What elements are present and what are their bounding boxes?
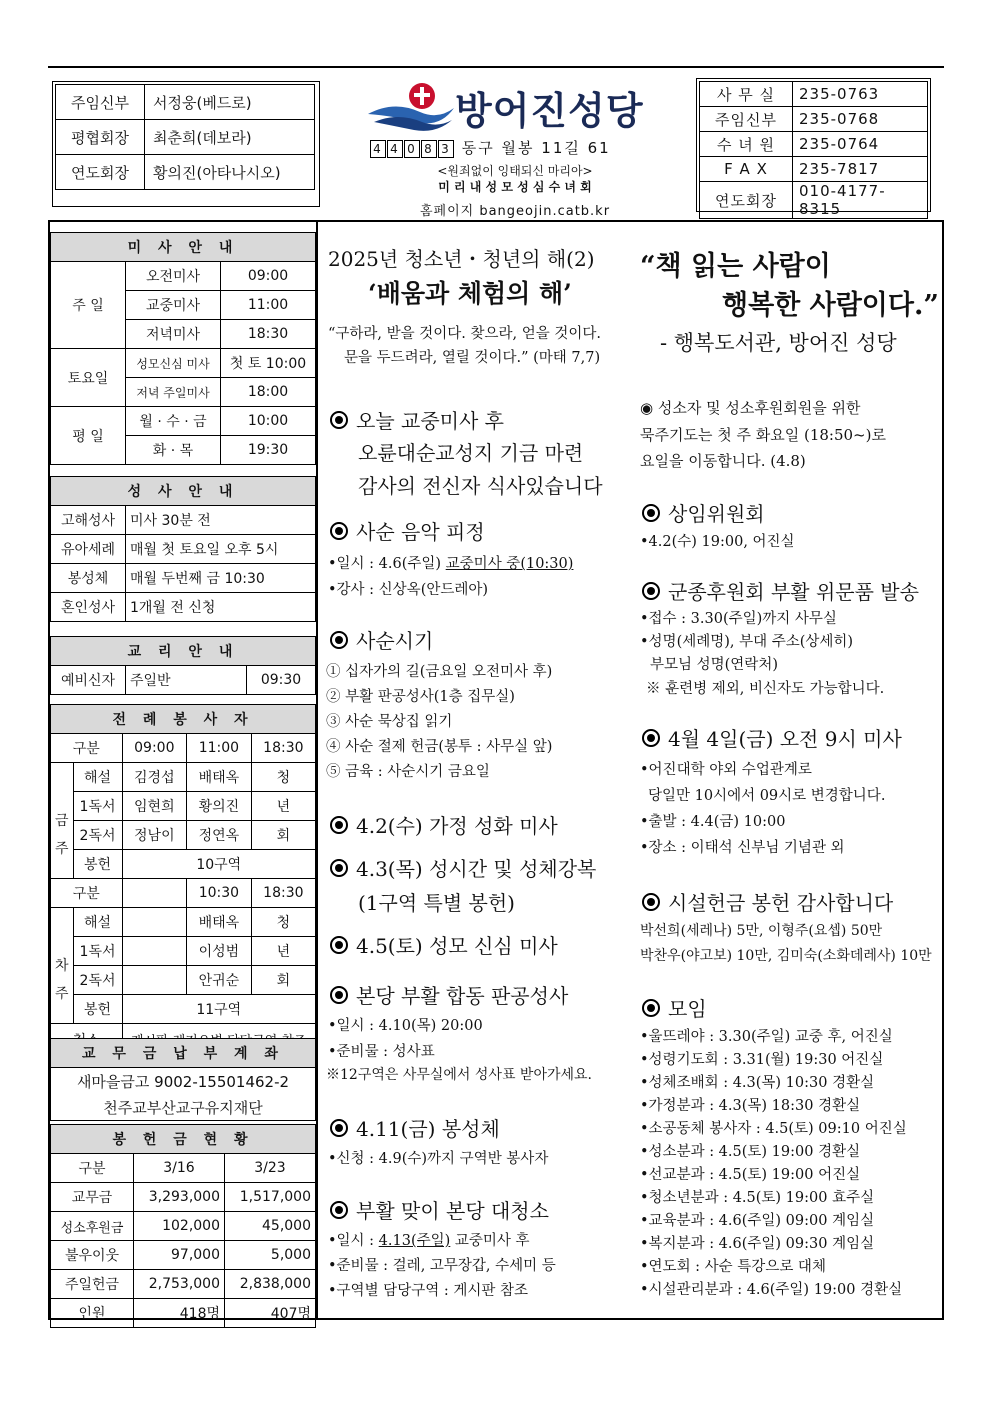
- mass-name: 저녁 주일미사: [126, 378, 221, 407]
- offering-cell: 45,000: [225, 1212, 316, 1241]
- notice-detail: •접수 : 3.30(주일)까지 사무실: [640, 611, 837, 627]
- contact-value: 235-0764: [793, 132, 928, 157]
- rosary-line: 묵주기도는 첫 주 화요일 (18:50~)로: [640, 426, 886, 444]
- staff-label: 평협회장: [56, 120, 145, 155]
- mass-time: 11:00: [221, 291, 316, 320]
- lent-item: ⑤ 금육 : 사순시기 금요일: [326, 764, 490, 780]
- contact-label: 연도회장: [700, 182, 793, 219]
- mass-name: 오전미사: [126, 262, 221, 291]
- server: 황의진: [187, 792, 252, 821]
- mass-title: 미 사 안 내: [51, 233, 316, 262]
- notice-detail: •성명(세례명), 부대 주소(상세히): [640, 634, 854, 650]
- lent-item: ④ 사순 절제 헌금(봉투 : 사무실 앞): [326, 739, 553, 755]
- notice-family-mass: [330, 810, 558, 839]
- offering-cell: 교무금: [51, 1183, 134, 1212]
- book-quote-line1: “책 읽는 사람이: [640, 251, 831, 282]
- side-char: 주: [55, 985, 69, 1002]
- notice-holy-hour: [330, 853, 596, 882]
- quote-line1: “구하라, 받을 것이다. 찾으라, 얻을 것이다.: [328, 326, 602, 342]
- offering-header: 구분: [51, 1154, 134, 1183]
- contact-value: 010-4177-8315: [793, 182, 928, 219]
- notice-communion: [330, 1113, 500, 1142]
- notice-detail: •4.2(수) 19:00, 어진실: [640, 534, 795, 550]
- offering-cell: 102,000: [134, 1212, 225, 1241]
- meeting-item: •시설관리분과 : 4.6(주일) 19:00 경환실: [640, 1282, 903, 1298]
- contact-value: 235-0763: [793, 82, 928, 107]
- notice-cleaning: [330, 1195, 549, 1224]
- notice-title: 본당 부활 합동 판공성사: [356, 984, 569, 1008]
- mass-table: [50, 232, 316, 465]
- meeting-item: •성령기도회 : 3.31(월) 19:30 어진실: [640, 1052, 884, 1068]
- meeting-item: •교육분과 : 4.6(주일) 09:00 계임실: [640, 1213, 875, 1229]
- bullet-icon: [330, 859, 348, 877]
- notice-text: (1구역 특별 봉헌): [358, 891, 515, 915]
- notice-detail: 박찬우(야고보) 10만, 김미숙(소화데레사) 10만: [640, 948, 932, 964]
- offering-cell: 1,517,000: [225, 1183, 316, 1212]
- homepage-link[interactable]: 홈페이지 bangeojin.catb.kr: [419, 204, 611, 219]
- doctrine-time: 09:30: [247, 666, 316, 695]
- offering-cell: 97,000: [134, 1241, 225, 1270]
- sacrament-label: 혼인성사: [51, 593, 126, 622]
- mass-name: 화 · 목: [126, 436, 221, 465]
- server: 배태옥: [187, 763, 252, 792]
- side-char: 금: [55, 812, 69, 829]
- notice-detail: ※ 훈련병 제외, 비신자도 가능합니다.: [646, 681, 885, 697]
- meeting-item: •연도회 : 사순 특강으로 대체: [640, 1259, 826, 1275]
- rosary-line: ◉ 성소자 및 성소후원회원을 위한: [640, 399, 861, 417]
- meeting-item: •성체조배회 : 4.3(목) 10:30 경환실: [640, 1075, 875, 1091]
- meeting-item: •울뜨레야 : 3.30(주일) 교중 후, 어진실: [640, 1029, 893, 1045]
- notice-confession: [330, 980, 568, 1009]
- notice-facility-fund: [642, 887, 893, 916]
- quote-line2: 문을 두드려라, 열릴 것이다.” (마태 7,7): [344, 350, 601, 366]
- doctrine-title: 교 리 안 내: [51, 637, 316, 666]
- account-table: [50, 1038, 316, 1121]
- notice-title: 4월 4일(금) 오전 9시 미사: [668, 727, 902, 751]
- detail-text: •일시 :: [328, 1233, 379, 1249]
- staff-label: 주임신부: [56, 85, 145, 120]
- offering-cell: 인원: [51, 1299, 134, 1328]
- rosary-line: 요일을 이동합니다. (4.8): [640, 452, 806, 470]
- liturgy-table: [50, 704, 316, 1056]
- bullet-icon: [330, 816, 348, 834]
- server: 배태옥: [187, 908, 252, 937]
- role: 1독서: [73, 792, 122, 821]
- notice-detail: •준비물 : 성사표: [328, 1044, 435, 1060]
- zip-code: [370, 139, 455, 157]
- sacrament-label: 유아세례: [51, 535, 126, 564]
- server: 김경섭: [122, 763, 187, 792]
- church-logo-icon: [364, 78, 456, 134]
- notice-committee: [642, 498, 765, 527]
- zip-digit: 0: [404, 140, 420, 158]
- notice-detail: •구역별 담당구역 : 게시판 참조: [328, 1283, 528, 1299]
- account-number: 새마을금고 9002-15501462-2: [51, 1068, 316, 1095]
- server: 이성범: [187, 937, 252, 966]
- bullet-icon: [642, 999, 660, 1017]
- server: 정연옥: [187, 821, 252, 850]
- role: 해설: [73, 763, 122, 792]
- bullet-icon: [330, 1119, 348, 1137]
- offering-table: [50, 1124, 316, 1328]
- saturday-label: 토요일: [51, 349, 126, 407]
- notice-title: 시설헌금 봉헌 감사합니다: [668, 891, 894, 915]
- offering-cell: 불우이웃: [51, 1241, 134, 1270]
- mass-name: 성모신심 미사: [126, 349, 221, 378]
- offering-group: 10구역: [122, 850, 315, 879]
- liturgy-time: 10:30: [187, 879, 252, 908]
- offering-cell: 3,293,000: [134, 1183, 225, 1212]
- empty-cell: [122, 879, 187, 908]
- column-divider: [316, 220, 318, 1320]
- sacrament-value: 매월 두번째 금 10:30: [126, 564, 316, 593]
- bullet-icon: [642, 582, 660, 600]
- staff-value: 최춘희(데보라): [145, 120, 315, 155]
- youth: 년: [251, 792, 315, 821]
- lent-item: ③ 사순 묵상집 읽기: [326, 714, 453, 730]
- notice-detail: •신청 : 4.9(수)까지 구역반 봉사자: [328, 1151, 549, 1167]
- detail-text: 교중미사 후: [450, 1233, 530, 1249]
- role: 해설: [73, 908, 122, 937]
- staff-value: 서정웅(베드로): [145, 85, 315, 120]
- notice-detail: [328, 1229, 530, 1250]
- server: 안귀순: [187, 966, 252, 995]
- role: 2독서: [73, 966, 122, 995]
- address-line: [370, 137, 611, 158]
- youth: 회: [251, 966, 315, 995]
- sunday-label: 주 일: [51, 262, 126, 349]
- staff-label: 연도회장: [56, 155, 145, 190]
- sacrament-table: [50, 476, 316, 622]
- notice-marian-mass: [330, 930, 558, 959]
- account-owner: 천주교부산교구유지재단: [51, 1094, 316, 1121]
- weekday-label: 평 일: [51, 407, 126, 465]
- bullet-icon: [642, 504, 660, 522]
- notice-title: 상임위원회: [668, 502, 765, 526]
- detail-text: •일시 : 4.6(주일): [328, 556, 446, 572]
- book-quote-sign: - 행복도서관, 방어진 성당: [660, 331, 897, 355]
- sacrament-title: 성 사 안 내: [51, 477, 316, 506]
- bullet-icon: [330, 986, 348, 1004]
- notice-text: 감사의 전신자 식사있습니다: [358, 474, 603, 498]
- meeting-item: •성소분과 : 4.5(토) 19:00 경환실: [640, 1144, 861, 1160]
- meeting-item: •복지분과 : 4.6(주일) 09:30 계임실: [640, 1236, 875, 1252]
- role: 봉헌: [73, 850, 122, 879]
- side-char: 차: [55, 957, 69, 974]
- mass-time: 18:30: [221, 320, 316, 349]
- side-char: 주: [55, 840, 69, 857]
- notice-detail: •강사 : 신상옥(안드레아): [328, 582, 489, 598]
- liturgy-time: 11:00: [187, 734, 252, 763]
- notice-detail: 박선희(세레나) 5만, 이형주(요셉) 50만: [640, 923, 883, 939]
- empty-cell: [122, 937, 187, 966]
- offering-cell: 성소후원금: [51, 1212, 134, 1241]
- sacrament-value: 1개월 전 신청: [126, 593, 316, 622]
- bullet-icon: [642, 893, 660, 911]
- year-title: 2025년 청소년・청년의 해(2): [328, 247, 595, 271]
- contact-table: [699, 81, 928, 219]
- bullet-icon: [330, 936, 348, 954]
- motto: [370, 163, 660, 195]
- liturgy-time: 09:00: [122, 734, 187, 763]
- mass-name: 저녁미사: [126, 320, 221, 349]
- staff-value: 황의진(아타나시오): [145, 155, 315, 190]
- address-text: 동구 월봉 11길 61: [461, 139, 611, 157]
- notice-title: 부활 맞이 본당 대청소: [356, 1199, 549, 1223]
- notice-text: 오늘 교중미사 후: [356, 409, 504, 433]
- server: 임현희: [122, 792, 187, 821]
- mass-time: 09:00: [221, 262, 316, 291]
- notice-title: 군종후원회 부활 위문품 발송: [668, 580, 919, 604]
- notice-title: 4.11(금) 봉성체: [356, 1117, 500, 1141]
- notice-lent: [330, 625, 433, 654]
- contact-label: 주임신부: [700, 107, 793, 132]
- role: 봉헌: [73, 995, 122, 1024]
- meeting-item: •소공동체 봉사자 : 4.5(토) 09:10 어진실: [640, 1121, 907, 1137]
- notice-military: [642, 576, 919, 605]
- top-rule: [48, 66, 944, 68]
- notice-detail: •어진대학 야외 수업관계로: [640, 762, 812, 778]
- sacrament-label: 고해성사: [51, 506, 126, 535]
- zip-digit: 4: [370, 140, 386, 158]
- notice-detail: •일시 : 4.10(목) 20:00: [328, 1018, 483, 1034]
- meeting-item: •가정분과 : 4.3(목) 18:30 경환실: [640, 1098, 861, 1114]
- mass-time: 18:00: [221, 378, 316, 407]
- youth: 청: [251, 763, 315, 792]
- notice-detail: ※12구역은 사무실에서 성사표 받아가세요.: [326, 1067, 592, 1083]
- mass-time: 19:30: [221, 436, 316, 465]
- mass-time: 첫 토 10:00: [221, 349, 316, 378]
- youth: 회: [251, 821, 315, 850]
- offering-cell: 주일헌금: [51, 1270, 134, 1299]
- offering-cell: 2,753,000: [134, 1270, 225, 1299]
- week-side: [51, 763, 74, 879]
- mass-time: 10:00: [221, 407, 316, 436]
- notice-detail: 부모님 성명(연락처): [650, 657, 778, 673]
- notice-title: 4.2(수) 가정 성화 미사: [356, 814, 558, 838]
- offering-header: 3/23: [225, 1154, 316, 1183]
- account-title: 교 무 금 납 부 계 좌: [51, 1039, 316, 1068]
- bullet-icon: [330, 1201, 348, 1219]
- notice-morning-mass: [642, 723, 902, 752]
- sacrament-label: 봉성체: [51, 564, 126, 593]
- server: 정남이: [122, 821, 187, 850]
- mass-name: 교중미사: [126, 291, 221, 320]
- week-side: [51, 908, 74, 1024]
- bullet-icon: [330, 631, 348, 649]
- liturgy-time: 18:30: [251, 734, 315, 763]
- offering-cell: 5,000: [225, 1241, 316, 1270]
- youth: 청: [251, 908, 315, 937]
- notice-detail: •출발 : 4.4(금) 10:00: [640, 814, 786, 830]
- notice-detail: [328, 552, 573, 573]
- notice-retreat: [330, 516, 485, 545]
- sacrament-value: 매월 첫 토요일 오후 5시: [126, 535, 316, 564]
- church-title: 방어진성당: [455, 89, 644, 133]
- contact-label: 수 녀 원: [700, 132, 793, 157]
- doctrine-day: 주일반: [126, 666, 247, 695]
- empty-cell: [122, 908, 187, 937]
- youth: 년: [251, 937, 315, 966]
- doctrine-table: [50, 636, 316, 695]
- offering-group: 11구역: [122, 995, 315, 1024]
- bullet-icon: [330, 522, 348, 540]
- meeting-item: •선교분과 : 4.5(토) 19:00 어진실: [640, 1167, 861, 1183]
- notice-title: 사순 음악 피정: [356, 520, 485, 544]
- offering-header: 3/16: [134, 1154, 225, 1183]
- notice-meetings: [642, 993, 707, 1022]
- offering-title: 봉 헌 금 현 황: [51, 1125, 316, 1154]
- doctrine-label: 예비신자: [51, 666, 126, 695]
- liturgy-col-label: 구분: [51, 734, 123, 763]
- meeting-item: •청소년분과 : 4.5(토) 19:00 효주실: [640, 1190, 875, 1206]
- notice-detail: •준비물 : 걸레, 고무장갑, 수세미 등: [328, 1258, 556, 1274]
- liturgy-col-label: 구분: [51, 879, 123, 908]
- notice-title: 4.3(목) 성시간 및 성체강복: [356, 857, 597, 881]
- detail-text: 4.13(주일): [378, 1233, 451, 1249]
- notice-title: 4.5(토) 성모 신심 미사: [356, 934, 558, 958]
- motto-line1: <원죄없이 잉태되신 마리아>: [437, 164, 593, 178]
- staff-table: [55, 84, 315, 190]
- zip-digit: 4: [387, 140, 403, 158]
- year-theme: ‘배움과 체험의 해’: [368, 279, 572, 308]
- contact-value: 235-7817: [793, 157, 928, 182]
- offering-cell: 2,838,000: [225, 1270, 316, 1299]
- offering-cell: 407명: [225, 1299, 316, 1328]
- contact-label: F A X: [700, 157, 793, 182]
- notice-detail: •장소 : 이태석 신부님 기념관 외: [640, 840, 845, 856]
- offering-cell: 418명: [134, 1299, 225, 1328]
- role: 1독서: [73, 937, 122, 966]
- bullet-icon: [642, 729, 660, 747]
- zip-digit: 8: [421, 140, 437, 158]
- detail-text: 교중미사 중(10:30): [445, 556, 574, 572]
- notice-title: 사순시기: [356, 629, 434, 653]
- zip-digit: 3: [438, 140, 454, 158]
- role: 2독서: [73, 821, 122, 850]
- notice-title: 모임: [668, 997, 707, 1021]
- notice-detail: 당일만 10시에서 09시로 변경합니다.: [648, 788, 886, 804]
- notice-meal: [330, 405, 504, 434]
- liturgy-time: 18:30: [251, 879, 315, 908]
- lent-item: ② 부활 판공성사(1층 집무실): [326, 689, 515, 705]
- book-quote-line2: 행복한 사람이다.”: [722, 290, 939, 321]
- mass-name: 월 · 수 · 금: [126, 407, 221, 436]
- motto-line2: 미 리 내 성 모 성 심 수 녀 회: [438, 180, 592, 194]
- notice-text: 오륜대순교성지 기금 마련: [358, 441, 584, 465]
- bullet-icon: [330, 411, 348, 429]
- sacrament-value: 미사 30분 전: [126, 506, 316, 535]
- lent-item: ① 십자가의 길(금요일 오전미사 후): [326, 664, 553, 680]
- liturgy-title: 전 례 봉 사 자: [51, 705, 316, 734]
- contact-label: 사 무 실: [700, 82, 793, 107]
- empty-cell: [122, 966, 187, 995]
- contact-value: 235-0768: [793, 107, 928, 132]
